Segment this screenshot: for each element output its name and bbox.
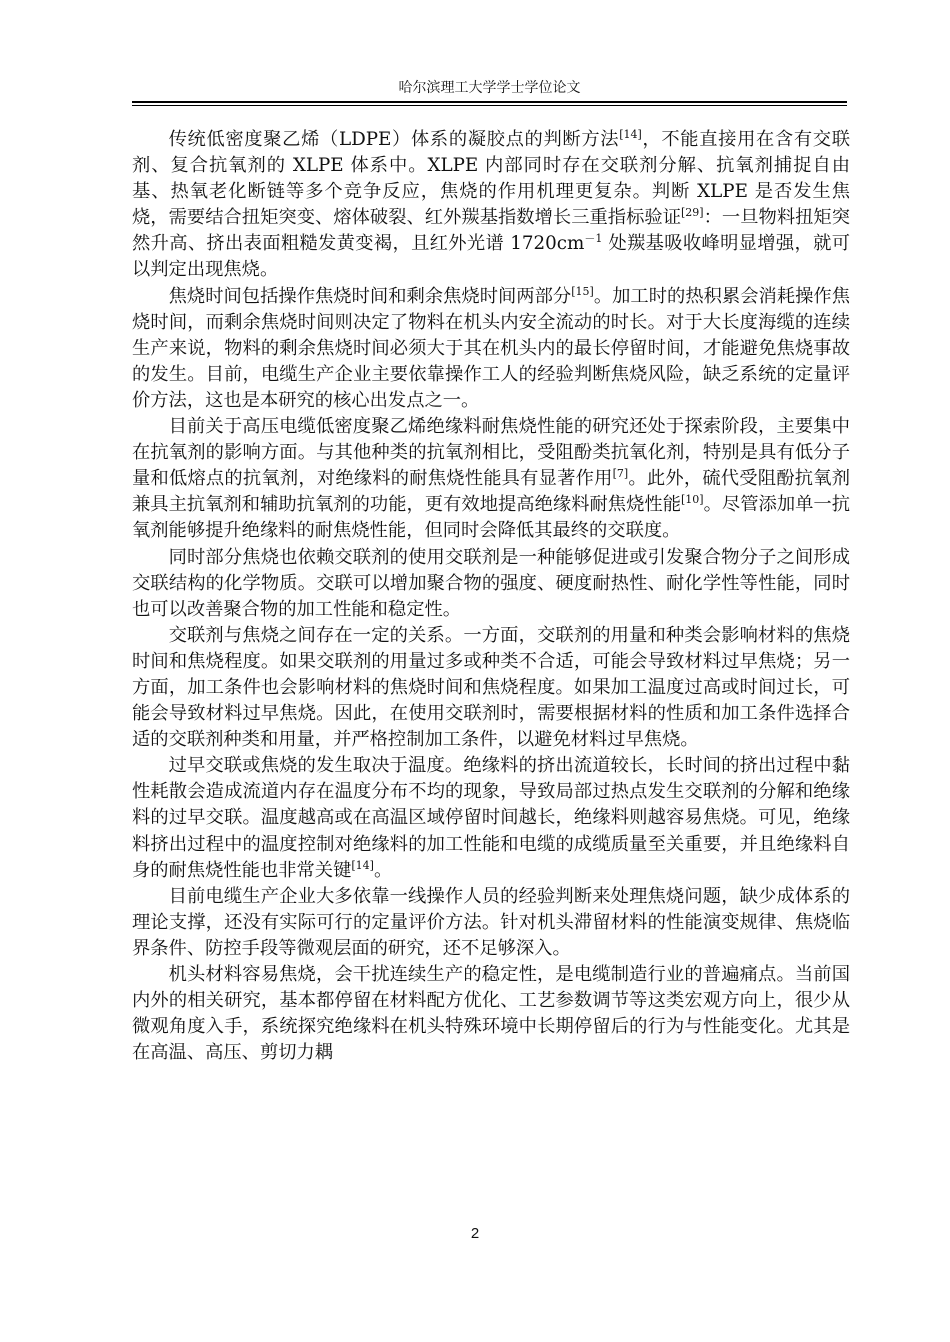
page-number: 2 [470, 1225, 480, 1242]
paragraph-text: 焦烧时间包括操作焦烧时间和剩余焦烧时间两部分 [168, 285, 572, 307]
paragraph-text: ，不能直接用在含有交联剂、复合抗氧剂的 XLPE 体系中。XLPE 内部同时存在交联剂分解、抗氧剂捕捉自由基、热氧老化断链等多个竞争反应，焦烧的作用机理更复杂。判断 XLPE 是否发生焦烧，需要结合扭矩突变、熔体破裂、红外羰基指数增长三重指标验证 [132, 129, 850, 229]
paragraph-text: 。加工时的热积累会消耗操作焦烧时间，而剩余焦烧时间则决定了物料在机头内安全流动的时长。对于大长度海缆的连续生产来说，物料的剩余焦烧时间必须大于其在机头内的最长停留时间，才能避免焦烧事故的发生。目前，电缆生产企业主要依靠操作工人的经验判断焦烧风险，缺乏系统的定量评价方法，这也是本研究的核心出发点之一。 [132, 285, 851, 411]
citation-superscript: －1 [584, 232, 603, 246]
paragraph-text: 同时部分焦烧也依赖交联剂的使用交联剂是一种能够促进或引发聚合物分子之间形成交联结构的化学物质。交联可以增加聚合物的强度、硬度耐热性、耐化学性等性能，同时也可以改善聚合物的加工性能和稳定性。 [132, 546, 850, 620]
citation-superscript: [10] [681, 493, 704, 507]
body-paragraph [132, 284, 850, 414]
paragraph-text: ：一旦物料扭矩突然升高、挤出表面粗糙发黄变褐，且红外光谱 1720cm [132, 207, 851, 255]
body-paragraph [132, 545, 850, 623]
body-paragraph [132, 414, 850, 544]
paragraph-text: 交联剂与焦烧之间存在一定的关系。一方面，交联剂的用量和种类会影响材料的焦烧时间和焦烧程度。如果交联剂的用量过多或种类不合适，可能会导致材料过早焦烧；另一方面，加工条件也会影响材料的焦烧时间和焦烧程度。如果加工温度过高或时间过长，可能会导致材料过早焦烧。因此，在使用交联剂时，需要根据材料的性质和加工条件选择合适的交联剂种类和用量，并严格控制加工条件，以避免材料过早焦烧。 [132, 624, 850, 751]
paragraph-text: 目前电缆生产企业大多依靠一线操作人员的经验判断来处理焦烧问题，缺少成体系的理论支撑，还没有实际可行的定量评价方法。针对机头滞留材料的性能演变规律、焦烧临界条件、防控手段等微观层面的研究，还不足够深入。 [132, 885, 850, 959]
citation-superscript: [14] [351, 858, 374, 872]
paragraph-text: 过早交联或焦烧的发生取决于温度。绝缘料的挤出流道较长，长时间的挤出过程中黏性耗散会造成流道内存在温度分布不均的现象，导致局部过热点发生交联剂的分解和绝缘料的过早交联。温度越高或在高温区域停留时间越长，绝缘料则越容易焦烧。可见，绝缘料挤出过程中的温度控制对绝缘料的加工性能和电缆的成缆质量至关重要，并且绝缘料自身的耐焦烧性能也非常关键 [132, 755, 850, 881]
paragraph-text: 。尽管添加单一抗氧剂能够提升绝缘料的耐焦烧性能，但同时会降低其最终的交联度。 [132, 494, 851, 542]
body-paragraph [132, 884, 850, 962]
citation-superscript: [14] [619, 127, 642, 141]
header-rule-thick [132, 101, 847, 103]
paragraph-text: 机头材料容易焦烧，会干扰连续生产的稳定性，是电缆制造行业的普遍痛点。当前国内外的相关研究，基本都停留在材料配方优化、工艺参数调节等这类宏观方向上，很少从微观角度入手，系统探究绝缘料在机头特殊环境中长期停留后的行为与性能变化。尤其是在高温、高压、剪切力耦 [132, 964, 850, 1064]
header-rule-thin [132, 105, 847, 106]
body-paragraph [132, 753, 850, 883]
citation-superscript: [29] [681, 206, 704, 220]
paragraph-text: 。此外，硫代受阻酚抗氧剂兼具主抗氧剂和辅助抗氧剂的功能，更有效地提高绝缘料耐焦烧性能 [132, 468, 850, 516]
running-header: 哈尔滨理工大学学士学位论文 [398, 80, 581, 96]
paragraph-text: 。 [373, 859, 393, 881]
paragraph-text: 处羰基吸收峰明显增强，就可以判定出现焦烧。 [132, 233, 850, 281]
paragraph-text: 目前关于高压电缆低密度聚乙烯绝缘料耐焦烧性能的研究还处于探索阶段，主要集中在抗氧剂的影响方面。与其他种类的抗氧剂相比，受阻酚类抗氧化剂，特别是具有低分子量和低熔点的抗氧剂，对绝缘料的耐焦烧性能具有显著作用 [132, 416, 850, 490]
body-text [132, 127, 850, 1066]
body-paragraph [132, 623, 850, 753]
citation-superscript: [7] [612, 467, 629, 481]
body-paragraph [132, 127, 850, 284]
citation-superscript: [15] [571, 284, 594, 298]
paragraph-text: 传统低密度聚乙烯（LDPE）体系的凝胶点的判断方法 [168, 129, 620, 150]
body-paragraph [132, 962, 850, 1066]
